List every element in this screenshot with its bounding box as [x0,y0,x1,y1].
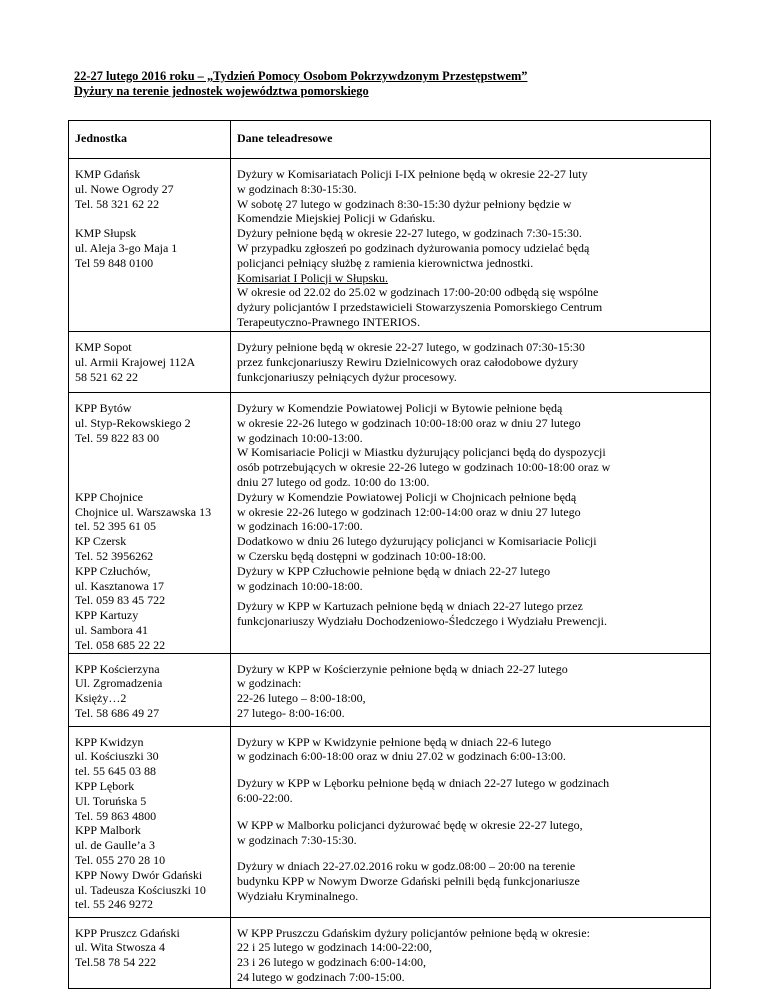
unit-line: KPP Człuchów, [75,563,151,578]
unit-line: Księży…2 [75,691,127,706]
contact-cell [231,653,711,726]
unit-line: KMP Słupsk [75,226,137,241]
header-contact: Dane teleadresowe [231,121,711,159]
contact-cell [231,917,711,988]
contact-cell [231,159,711,332]
duty-table [68,120,711,989]
text-line: W KPP w Malborku policjanci dyżurować będę w okresie 22-27 lutego, [237,817,583,832]
unit-line: Tel. 52 3956262 [75,548,154,563]
underlined-line: Komisariat I Policji w Słupsku. [237,270,388,285]
text-line: Dyżury w KPP w Lęborku pełnione będą w dniach 22-27 lutego w godzinach [237,776,610,791]
table-row [69,917,711,988]
text-line: Dyżury w KPP w Kościerzynie pełnione będą w dniach 22-27 lutego [237,661,568,676]
unit-line: KPP Lębork [75,778,135,793]
unit-line: tel. 55 246 9272 [75,897,153,912]
text-line: w godzinach 16:00-17:00. [237,519,363,534]
unit-line: Tel. 059 83 45 722 [75,593,166,608]
unit-line: Ul. Toruńska 5 [75,793,147,808]
unit-line: Ul. Zgromadzenia [75,676,163,691]
unit-cell [69,726,231,917]
text-line: Dyżury w dniach 22-27.02.2016 roku w godz.08:00 – 20:00 na terenie [237,859,576,874]
table-row [69,159,711,332]
text-line: w godzinach 7:30-15:30. [237,832,357,847]
unit-line: 58 521 62 22 [75,369,138,384]
unit-line: Tel. 58 321 62 22 [75,196,160,211]
text-line: Dyżury w KPP w Kartuzach pełnione będą w dniach 22-27 lutego przez [237,599,583,614]
table-row [69,332,711,393]
text-line: budynku KPP w Nowym Dworze Gdański pełnili będą funkcjonariusze [237,874,580,889]
table-row [69,726,711,917]
text-line: W okresie od 22.02 do 25.02 w godzinach 17:00-20:00 odbędą się wspólne [237,285,599,300]
document-heading [74,69,714,99]
text-line: 27 lutego- 8:00-16:00. [237,705,345,720]
unit-cell [69,159,231,332]
contact-cell [231,393,711,654]
text-line: Dyżury w KPP Człuchowie pełnione będą w dniach 22-27 lutego [237,563,551,578]
text-line: dyżury policjantów I przedstawicieli Stowarzyszenia Pomorskiego Centrum [237,300,603,315]
document-subtitle: Dyżury na terenie jednostek województwa pomorskiego [74,84,369,98]
text-line: W Komisariacie Policji w Miastku dyżurujący policjanci będą do dyspozycji [237,445,606,460]
text-line: 23 i 26 lutego w godzinach 6:00-14:00, [237,955,426,970]
unit-line: ul. Kościuszki 30 [75,749,159,764]
text-line: Dyżury w KPP w Kwidzynie pełnione będą w dniach 22-6 lutego [237,734,552,749]
unit-line: ul. Tadeusza Kościuszki 10 [75,882,206,897]
text-line: policjanci pełniący służbę z ramienia kierownictwa jednostki. [237,255,534,270]
unit-line: KPP Kościerzyna [75,661,160,676]
text-line: w Czersku będą dostępni w godzinach 10:00-18:00. [237,548,486,563]
text-line: Dyżury w Komendzie Powiatowej Policji w Bytowie pełnione będą [237,401,563,415]
unit-cell [69,332,231,393]
unit-cell [69,653,231,726]
header-unit: Jednostka [69,121,231,159]
unit-line: ul. Aleja 3-go Maja 1 [75,240,178,255]
unit-line: KP Czersk [75,534,127,549]
unit-line: tel. 55 645 03 88 [75,764,156,779]
text-line: Dodatkowo w dniu 26 lutego dyżurujący policjanci w Komisariacie Policji [237,534,597,549]
unit-line: Tel. 59 863 4800 [75,808,157,823]
text-line: w okresie 22-26 lutego w godzinach 10:00-18:00 oraz w dniu 27 lutego [237,415,581,430]
text-line: Komendzie Miejskiej Policji w Gdańsku. [237,211,436,226]
unit-line: KPP Malbork [75,823,141,838]
unit-line: Tel. 59 822 83 00 [75,430,160,445]
unit-line: ul. Wita Stwosza 4 [75,940,165,955]
unit-cell [69,917,231,988]
table-header-row [69,121,711,159]
text-line: 6:00-22:00. [237,790,293,805]
text-line: w okresie 22-26 lutego w godzinach 12:00-14:00 oraz w dniu 27 lutego [237,504,581,519]
unit-line: KPP Nowy Dwór Gdański [75,867,203,882]
table-row [69,653,711,726]
unit-line: KMP Gdańsk [75,167,141,181]
text-line: Terapeutyczno-Prawnego INTERIOS. [237,314,421,329]
unit-line: KPP Pruszcz Gdański [75,925,180,940]
unit-line: ul. Armii Krajowej 112A [75,354,196,369]
text-line: w godzinach 10:00-13:00. [237,430,363,445]
text-line: Dyżury pełnione będą w okresie 22-27 lutego, w godzinach 7:30-15:30. [237,226,582,241]
unit-line: ul. Kasztanowa 17 [75,578,164,593]
unit-line: ul. Nowe Ogrody 27 [75,181,174,196]
text-line: dniu 27 lutego od godz. 10:00 do 13:00. [237,474,430,489]
unit-line: Tel 59 848 0100 [75,255,154,270]
unit-line: KPP Chojnice [75,489,143,504]
unit-line: Chojnice ul. Warszawska 13 [75,504,212,519]
text-line: funkcjonariuszy Wydziału Dochodzeniowo-Śledczego i Wydziału Prewencji. [237,614,607,629]
text-line: w godzinach 8:30-15:30. [237,181,357,196]
text-line: Dyżury w Komendzie Powiatowej Policji w Chojnicach pełnione będą [237,489,577,504]
text-line: w godzinach 6:00-18:00 oraz w dniu 27.02 w godzinach 6:00-13:00. [237,749,566,764]
contact-cell [231,332,711,393]
unit-line: KPP Bytów [75,401,132,415]
text-line: Dyżury pełnione będą w okresie 22-27 lutego, w godzinach 07:30-15:30 [237,340,585,354]
text-line: 24 lutego w godzinach 7:00-15:00. [237,969,405,984]
text-line: Dyżury w Komisariatach Policji I-IX pełnione będą w okresie 22-27 luty [237,167,588,181]
unit-line: Tel. 58 686 49 27 [75,705,160,720]
unit-line: ul. Sambora 41 [75,622,148,637]
text-line: W KPP Pruszczu Gdańskim dyżury policjantów pełnione będą w okresie: [237,925,590,940]
text-line: 22-26 lutego – 8:00-18:00, [237,691,366,706]
unit-line: KPP Kartuzy [75,608,139,623]
text-line: W przypadku zgłoszeń po godzinach dyżurowania pomocy udzielać będą [237,240,590,255]
text-line: osób potrzebujących w okresie 22-26 lutego w godzinach 10:00-18:00 oraz w [237,460,611,475]
text-line: W sobotę 27 lutego w godzinach 8:30-15:30 dyżur pełniony będzie w [237,196,572,211]
text-line: w godzinach: [237,676,302,691]
unit-line: KPP Kwidzyn [75,734,144,749]
text-line: w godzinach 10:00-18:00. [237,578,363,593]
unit-line: Tel. 058 685 22 22 [75,637,166,652]
contact-cell [231,726,711,917]
unit-line: Tel.58 78 54 222 [75,955,157,970]
unit-line: tel. 52 395 61 05 [75,519,156,534]
unit-line: KMP Sopot [75,340,132,354]
unit-cell [69,393,231,654]
unit-line: ul. Styp-Rekowskiego 2 [75,415,191,430]
table-row [69,393,711,654]
unit-line: ul. de Gaulle’a 3 [75,838,155,853]
unit-line: Tel. 055 270 28 10 [75,852,166,867]
text-line: 22 i 25 lutego w godzinach 14:00-22:00, [237,940,432,955]
text-line: przez funkcjonariuszy Rewiru Dzielnicowych oraz całodobowe dyżury [237,354,579,369]
text-line: funkcjonariuszy pełniących dyżur procesowy. [237,369,457,384]
document-title: 22-27 lutego 2016 roku – „Tydzień Pomocy Osobom Pokrzywdzonym Przestępstwem” [74,69,528,83]
text-line: Wydziału Kryminalnego. [237,888,359,903]
